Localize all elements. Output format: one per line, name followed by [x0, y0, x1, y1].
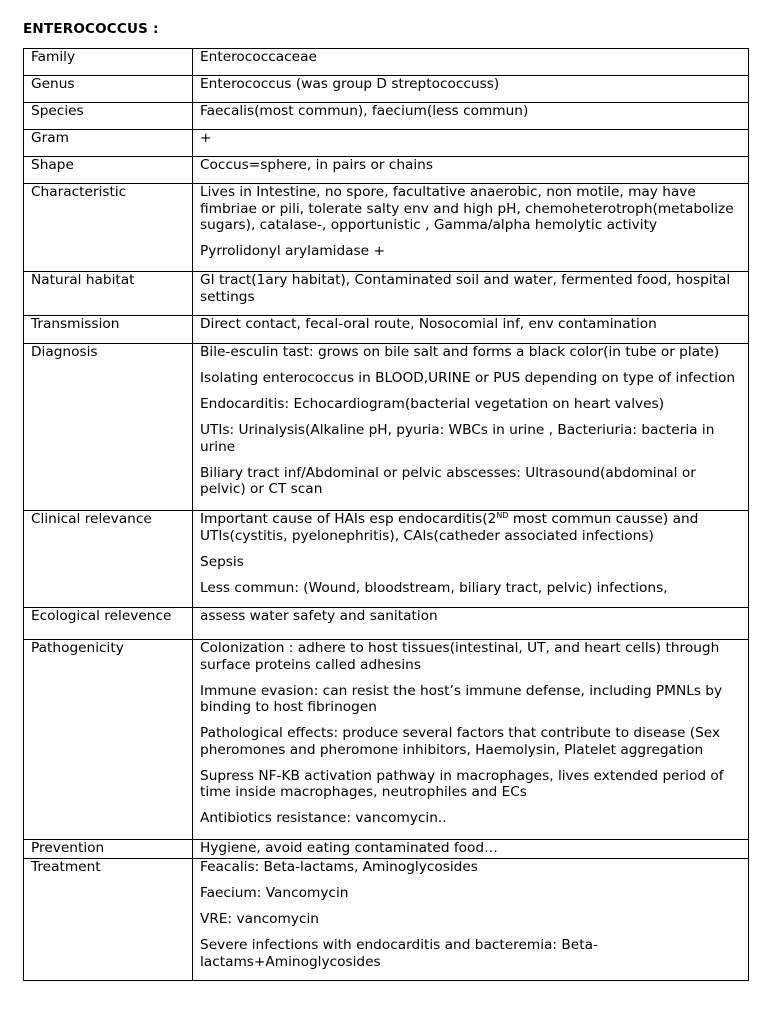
- row-label: Gram: [24, 130, 193, 157]
- value-paragraph: UTIs: Urinalysis(Alkaline pH, pyuria: WBCs in urine , Bacteriuria: bacteria in urine: [200, 422, 715, 455]
- table-body: [24, 49, 749, 981]
- table-row-transmission: [24, 316, 749, 344]
- row-value: [193, 103, 749, 130]
- row-value: [193, 511, 749, 608]
- table-row-gram: [24, 130, 749, 157]
- row-label: Genus: [24, 76, 193, 103]
- value-paragraph: Faecium: Vancomycin: [200, 885, 349, 901]
- value-paragraph: [200, 511, 744, 544]
- value-paragraph: Colonization : adhere to host tissues(intestinal, UT, and heart cells) through surface proteins called adhesins: [200, 640, 720, 673]
- table-row-natural-habitat: [24, 272, 749, 316]
- row-value: [193, 344, 749, 511]
- superscript: ND: [496, 511, 509, 520]
- row-value: [193, 130, 749, 157]
- value-paragraph: Direct contact, fecal-oral route, Nosocomial inf, env contamination: [200, 316, 657, 332]
- value-paragraph: Feacalis: Beta-lactams, Aminoglycosides: [200, 859, 478, 875]
- value-paragraph: Isolating enterococcus in BLOOD,URINE or PUS depending on type of infection: [200, 370, 736, 386]
- value-paragraph: Pathological effects: produce several factors that contribute to disease (Sex pheromones and pheromone inhibitors, Haemolysin, Platelet aggregation: [200, 725, 721, 758]
- row-value: [193, 608, 749, 640]
- row-value: [193, 840, 749, 859]
- row-value: [193, 76, 749, 103]
- row-label: Characteristic: [24, 184, 193, 272]
- table-row-genus: [24, 76, 749, 103]
- table-row-family: [24, 49, 749, 76]
- row-value: [193, 157, 749, 184]
- value-paragraph: Endocarditis: Echocardiogram(bacterial vegetation on heart valves): [200, 396, 665, 412]
- table-row-diagnosis: [24, 344, 749, 511]
- value-paragraph: Less commun: (Wound, bloodstream, biliary tract, pelvic) infections,: [200, 579, 668, 596]
- row-value: [193, 184, 749, 272]
- value-paragraph: Biliary tract inf/Abdominal or pelvic abscesses: Ultrasound(abdominal or pelvic) or CT scan: [200, 464, 696, 497]
- text-fragment: Important cause of HAIs esp endocarditis(2: [200, 511, 497, 527]
- row-label: Ecological relevence: [24, 608, 193, 640]
- table-row-prevention: [24, 840, 749, 859]
- table-row-ecological-relevence: [24, 608, 749, 640]
- value-paragraph: Enterococcaceae: [200, 49, 317, 65]
- row-value: [193, 316, 749, 344]
- row-label: Shape: [24, 157, 193, 184]
- row-label: Prevention: [24, 840, 193, 859]
- value-paragraph: Antibiotics resistance: vancomycin..: [200, 810, 447, 826]
- row-label: Clinical relevance: [24, 511, 193, 608]
- row-label: Pathogenicity: [24, 640, 193, 840]
- document-title: ENTEROCOCCUS :: [23, 21, 159, 37]
- value-paragraph: Hygiene, avoid eating contaminated food…: [200, 840, 498, 856]
- table-row-clinical-relevance: [24, 511, 749, 608]
- row-label: Treatment: [24, 859, 193, 981]
- value-paragraph: assess water safety and sanitation: [200, 608, 438, 624]
- value-paragraph: +: [200, 130, 212, 146]
- value-paragraph: VRE: vancomycin: [200, 911, 319, 927]
- value-paragraph: Bile-esculin tast: grows on bile salt and forms a black color(in tube or plate): [200, 344, 720, 360]
- table-row-pathogenicity: [24, 640, 749, 840]
- row-value: [193, 640, 749, 840]
- table-row-characteristic: [24, 184, 749, 272]
- value-paragraph: Immune evasion: can resist the host’s immune defense, including PMNLs by binding to host fibrinogen: [200, 682, 723, 715]
- row-label: Transmission: [24, 316, 193, 344]
- row-label: Species: [24, 103, 193, 130]
- text-fragment: most commun causse) and UTIs(cystitis, pyelonephritis), CAIs(catheder associated infections): [200, 511, 699, 544]
- value-paragraph: GI tract(1ary habitat), Contaminated soil and water, fermented food, hospital settings: [200, 272, 731, 305]
- enterococcus-info-table: [23, 48, 749, 981]
- table-row-shape: [24, 157, 749, 184]
- value-paragraph: Supress NF-KB activation pathway in macrophages, lives extended period of time inside macrophages, neutrophiles and ECs: [200, 767, 724, 800]
- row-value: [193, 49, 749, 76]
- row-label: Natural habitat: [24, 272, 193, 316]
- value-paragraph: Faecalis(most commun), faecium(less commun): [200, 103, 529, 119]
- value-paragraph: Lives in Intestine, no spore, facultative anaerobic, non motile, may have fimbriae or pili, tolerate salty env and high pH, chemoheterotroph(metabolize sugars), catalase-, opportunistic , Gamma/alpha hemolytic activity: [200, 184, 734, 233]
- row-value: [193, 272, 749, 316]
- value-paragraph: Pyrrolidonyl arylamidase +: [200, 243, 385, 259]
- row-label: Diagnosis: [24, 344, 193, 511]
- value-paragraph: Sepsis: [200, 553, 244, 570]
- table-row-species: [24, 103, 749, 130]
- value-paragraph: Coccus=sphere, in pairs or chains: [200, 157, 433, 173]
- value-paragraph: Enterococcus (was group D streptococcuss): [200, 76, 500, 92]
- row-label: Family: [24, 49, 193, 76]
- table-row-treatment: [24, 859, 749, 981]
- row-value: [193, 859, 749, 981]
- value-paragraph: Severe infections with endocarditis and bacteremia: Beta-lactams+Aminoglycosides: [200, 937, 598, 970]
